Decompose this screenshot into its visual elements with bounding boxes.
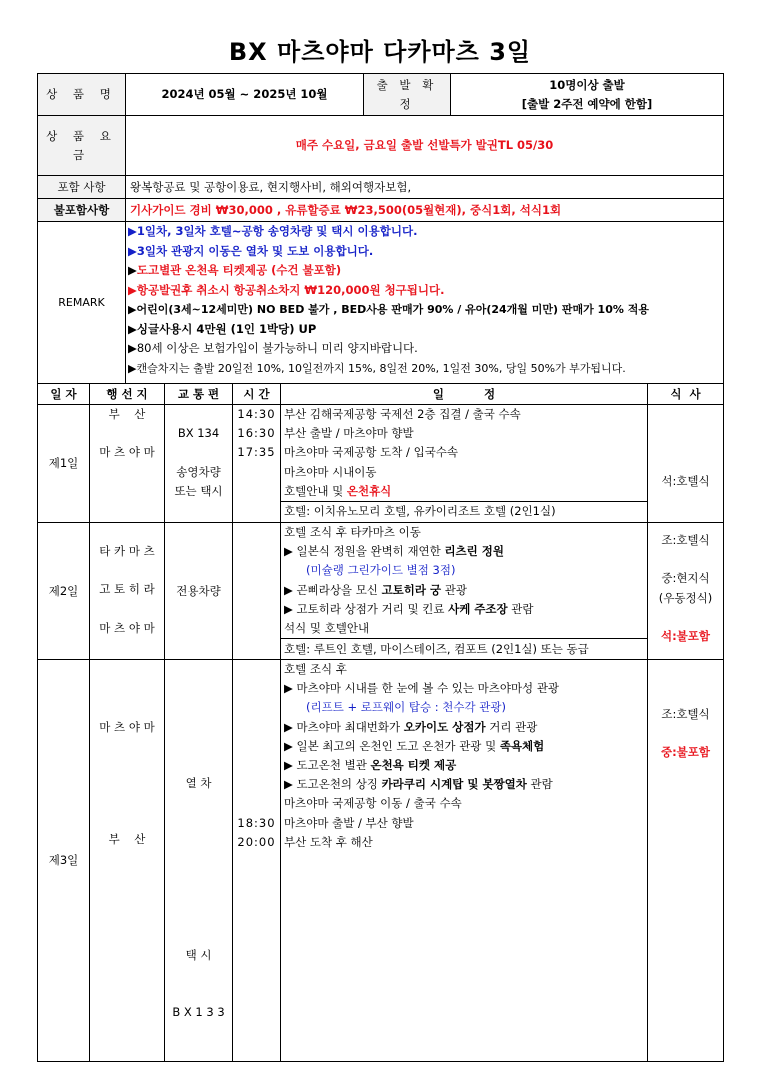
- time-spacer: [236, 660, 277, 814]
- day3-label: 제3일: [38, 660, 90, 1062]
- meal-lunch: 중:불포함: [660, 745, 711, 760]
- remark-list: [126, 222, 724, 384]
- bullet-triangle-icon: ▶: [284, 681, 297, 696]
- transport: 또는 택시: [174, 483, 223, 498]
- bullet-triangle-icon: ▶: [284, 758, 297, 772]
- day2-schedule: [281, 522, 648, 638]
- schedule-item: 호텔 조식 후: [284, 662, 347, 677]
- schedule-item: ▶ 곤삐라상을 모신 고토히라 궁 관광: [284, 582, 468, 597]
- bullet-triangle-icon: ▶: [284, 719, 297, 734]
- time: 14:30: [237, 407, 276, 421]
- day3-times: [233, 660, 281, 1062]
- page-title: BX 마츠야마 다카마츠 3일: [228, 38, 532, 66]
- schedule-item: 마츠야마 국제공항 도착 / 입국수속: [284, 445, 459, 460]
- schedule-item: ▶ 도고온천 별관 온천욕 티켓 제공: [284, 758, 457, 772]
- bullet-triangle-icon: ▶: [128, 243, 137, 258]
- schedule-item: 호텔 조식 후 타카마츠 이동: [284, 524, 421, 539]
- remark-item: ▶캔슬차지는 출발 20일전 10%, 10일전까지 15%, 8일전 20%, 1일전 30%, 당일 50%가 부가됩니다.: [128, 361, 626, 375]
- day1-label: 제1일: [38, 405, 90, 523]
- destination: 마 츠 야 마: [99, 620, 155, 635]
- remark-item: ▶싱글사용시 4만원 (1인 1박당) UP: [128, 321, 317, 336]
- schedule-item: ▶ 도고온천의 상징 카라쿠리 시계탑 및 봇짱열차 관람: [284, 777, 553, 792]
- day3-schedule: [281, 660, 648, 1062]
- schedule-item: 부산 김해국제공항 국제선 2층 집결 / 출국 수속: [284, 407, 521, 421]
- remark-item: ▶3일차 관광지 이동은 열차 및 도보 이용합니다.: [128, 243, 374, 258]
- header-destination: 행 선 지: [90, 384, 165, 405]
- day3-destinations: [90, 660, 165, 1062]
- destination: 부 산: [108, 832, 146, 847]
- schedule-item: ▶ 일본 최고의 온천인 도고 온천가 관광 및 족욕체험: [284, 738, 545, 753]
- remark-item: ▶1일차, 3일차 호텔~공항 송영차량 및 택시 이용합니다.: [128, 224, 418, 238]
- day1-meal: 석:호텔식: [648, 405, 724, 523]
- schedule-item: ▶ 고토히라 상점가 거리 및 킨료 사케 주조장 관람: [284, 601, 534, 616]
- remark-item: ▶어린이(3세~12세미만) NO BED 불가 , BED사용 판매가 90% / 유아(24개월 미만) 판매가 10% 적용: [128, 303, 649, 316]
- destination-spacer: [93, 660, 161, 718]
- itinerary-table: [37, 383, 724, 1062]
- day2-hotel: 호텔: 루트인 호텔, 마이스테이즈, 컴포트 (2인1실) 또는 동급: [281, 639, 648, 660]
- bullet-triangle-icon: ▶: [128, 303, 137, 316]
- meal-breakfast: 조:호텔식: [661, 532, 710, 547]
- meal-lunch: 중:현지식: [661, 571, 710, 586]
- header-transport: 교 통 편: [165, 384, 233, 405]
- transport-taxi: 택 시: [185, 948, 212, 963]
- day2-label: 제2일: [38, 522, 90, 659]
- bullet-triangle-icon: ▶: [128, 224, 137, 238]
- schedule-item: (미슐랭 그린가이드 별점 3점): [306, 563, 456, 578]
- meal-breakfast: 조:호텔식: [661, 707, 710, 722]
- remark-label: REMARK: [38, 222, 126, 384]
- destination: 타 카 마 츠: [99, 543, 155, 558]
- meal-lunch-detail: (우동정식): [658, 590, 713, 605]
- header-schedule: 일 정: [281, 384, 648, 405]
- transport-spacer: [168, 443, 229, 462]
- flight-number: BX 134: [177, 426, 220, 441]
- bullet-triangle-icon: ▶: [128, 321, 137, 336]
- destination: 고 토 히 라: [99, 582, 155, 597]
- include-value: 왕복항공료 및 공항이용료, 현지행사비, 해외여행자보험,: [126, 176, 724, 199]
- product-info-table: [37, 73, 724, 384]
- header-time: 시 간: [233, 384, 281, 405]
- destination: 마 츠 야 마: [99, 445, 155, 460]
- day1-destinations: [90, 405, 165, 523]
- departure-confirm-label: 출 발 확 정: [364, 74, 451, 116]
- exclude-value: 기사가이드 경비 ₩30,000 , 유류할증료 ₩23,500(05월현재), 중식1회, 석식1회: [126, 199, 724, 222]
- destination-spacer: [93, 737, 161, 830]
- schedule-item: 마츠야마 시내이동: [284, 464, 377, 479]
- exclude-label: 불포함사항: [38, 199, 126, 222]
- bullet-triangle-icon: ▶: [128, 263, 137, 277]
- bullet-triangle-icon: ▶: [284, 601, 297, 616]
- product-name-label: 상 품 명: [38, 74, 126, 116]
- transport-spacer: [168, 831, 229, 908]
- remark-item: ▶80세 이상은 보험가입이 불가능하니 미리 양지바랍니다.: [128, 341, 418, 355]
- day1-schedule: [281, 405, 648, 502]
- meal-spacer: [651, 724, 720, 743]
- time: 17:35: [237, 445, 276, 460]
- meal-spacer: [651, 608, 720, 627]
- day1-transport: [165, 405, 233, 523]
- transport-spacer: [168, 698, 229, 736]
- schedule-item: 마츠야마 출발 / 부산 향발: [284, 815, 414, 830]
- day2-transport: 전용차량: [165, 522, 233, 659]
- bullet-triangle-icon: ▶: [128, 282, 137, 297]
- time: 18:30: [237, 815, 276, 830]
- day3-transport: [165, 660, 233, 1062]
- day3-meals: [648, 660, 724, 1062]
- transport-train: 열 차: [185, 776, 212, 791]
- time: 20:00: [237, 834, 276, 849]
- day2-destinations: [90, 522, 165, 659]
- schedule-item: 호텔안내 및 온천휴식: [284, 483, 392, 498]
- price-label: 상 품 요 금: [38, 116, 126, 176]
- departure-condition: [451, 74, 724, 116]
- transport-spacer: [168, 405, 229, 424]
- schedule-item: 부산 도착 후 해산: [284, 834, 373, 849]
- destination: 마 츠 야 마: [99, 720, 155, 735]
- departure-condition-line-2: [출발 2주전 예약에 한함]: [521, 96, 653, 111]
- bullet-triangle-icon: ▶: [128, 341, 137, 355]
- schedule-item: 석식 및 호텔안내: [284, 620, 370, 635]
- meal-spacer: [651, 660, 720, 705]
- bullet-triangle-icon: ▶: [284, 544, 297, 559]
- day2-meals: [648, 522, 724, 659]
- header-day: 일 자: [38, 384, 90, 405]
- product-period: 2024년 05월 ~ 2025년 10월: [126, 74, 364, 116]
- bullet-triangle-icon: ▶: [284, 738, 297, 753]
- destination-spacer: [93, 600, 161, 619]
- bullet-triangle-icon: ▶: [128, 361, 137, 375]
- schedule-item: ▶ 마츠야마 최대번화가 오카이도 상점가 거리 관광: [284, 719, 538, 734]
- meal-dinner: 석:불포함: [660, 628, 711, 643]
- destination: 부 산: [108, 407, 146, 421]
- destination-spacer: [93, 561, 161, 580]
- include-label: 포함 사항: [38, 176, 126, 199]
- schedule-item: 부산 출발 / 마츠야마 향발: [284, 426, 414, 441]
- day2-times: [233, 522, 281, 659]
- flight-number: B X 1 3 3: [172, 1005, 225, 1020]
- bullet-triangle-icon: ▶: [284, 777, 297, 792]
- transport: 송영차량: [176, 464, 221, 479]
- time: 16:30: [237, 426, 276, 441]
- bullet-triangle-icon: ▶: [284, 582, 297, 597]
- remark-item: ▶항공발권후 취소시 항공취소차지 ₩120,000원 청구됩니다.: [128, 282, 445, 297]
- remark-item: ▶도고별관 온천욕 티켓제공 (수건 불포함): [128, 263, 342, 277]
- departure-condition-line-1: 10명이상 출발: [549, 77, 625, 92]
- day1-hotel: 호텔: 이치유노모리 호텔, 유카이리조트 호텔 (2인1실): [281, 501, 648, 522]
- schedule-item: ▶ 일본식 정원을 완벽히 재연한 리츠린 정원: [284, 544, 504, 559]
- day1-times: [233, 405, 281, 523]
- meal-spacer: [651, 550, 720, 569]
- schedule-item: (리프트 + 로프웨이 탑승 : 천수각 관광): [306, 700, 506, 715]
- price-value: 매주 수요일, 금요일 출발 선발특가 발권TL 05/30: [126, 116, 724, 176]
- schedule-item: 마츠야마 국제공항 이동 / 출국 수속: [284, 796, 462, 811]
- header-meal: 식 사: [648, 384, 724, 405]
- schedule-item: ▶ 마츠야마 시내를 한 눈에 볼 수 있는 마츠야마성 관광: [284, 681, 560, 696]
